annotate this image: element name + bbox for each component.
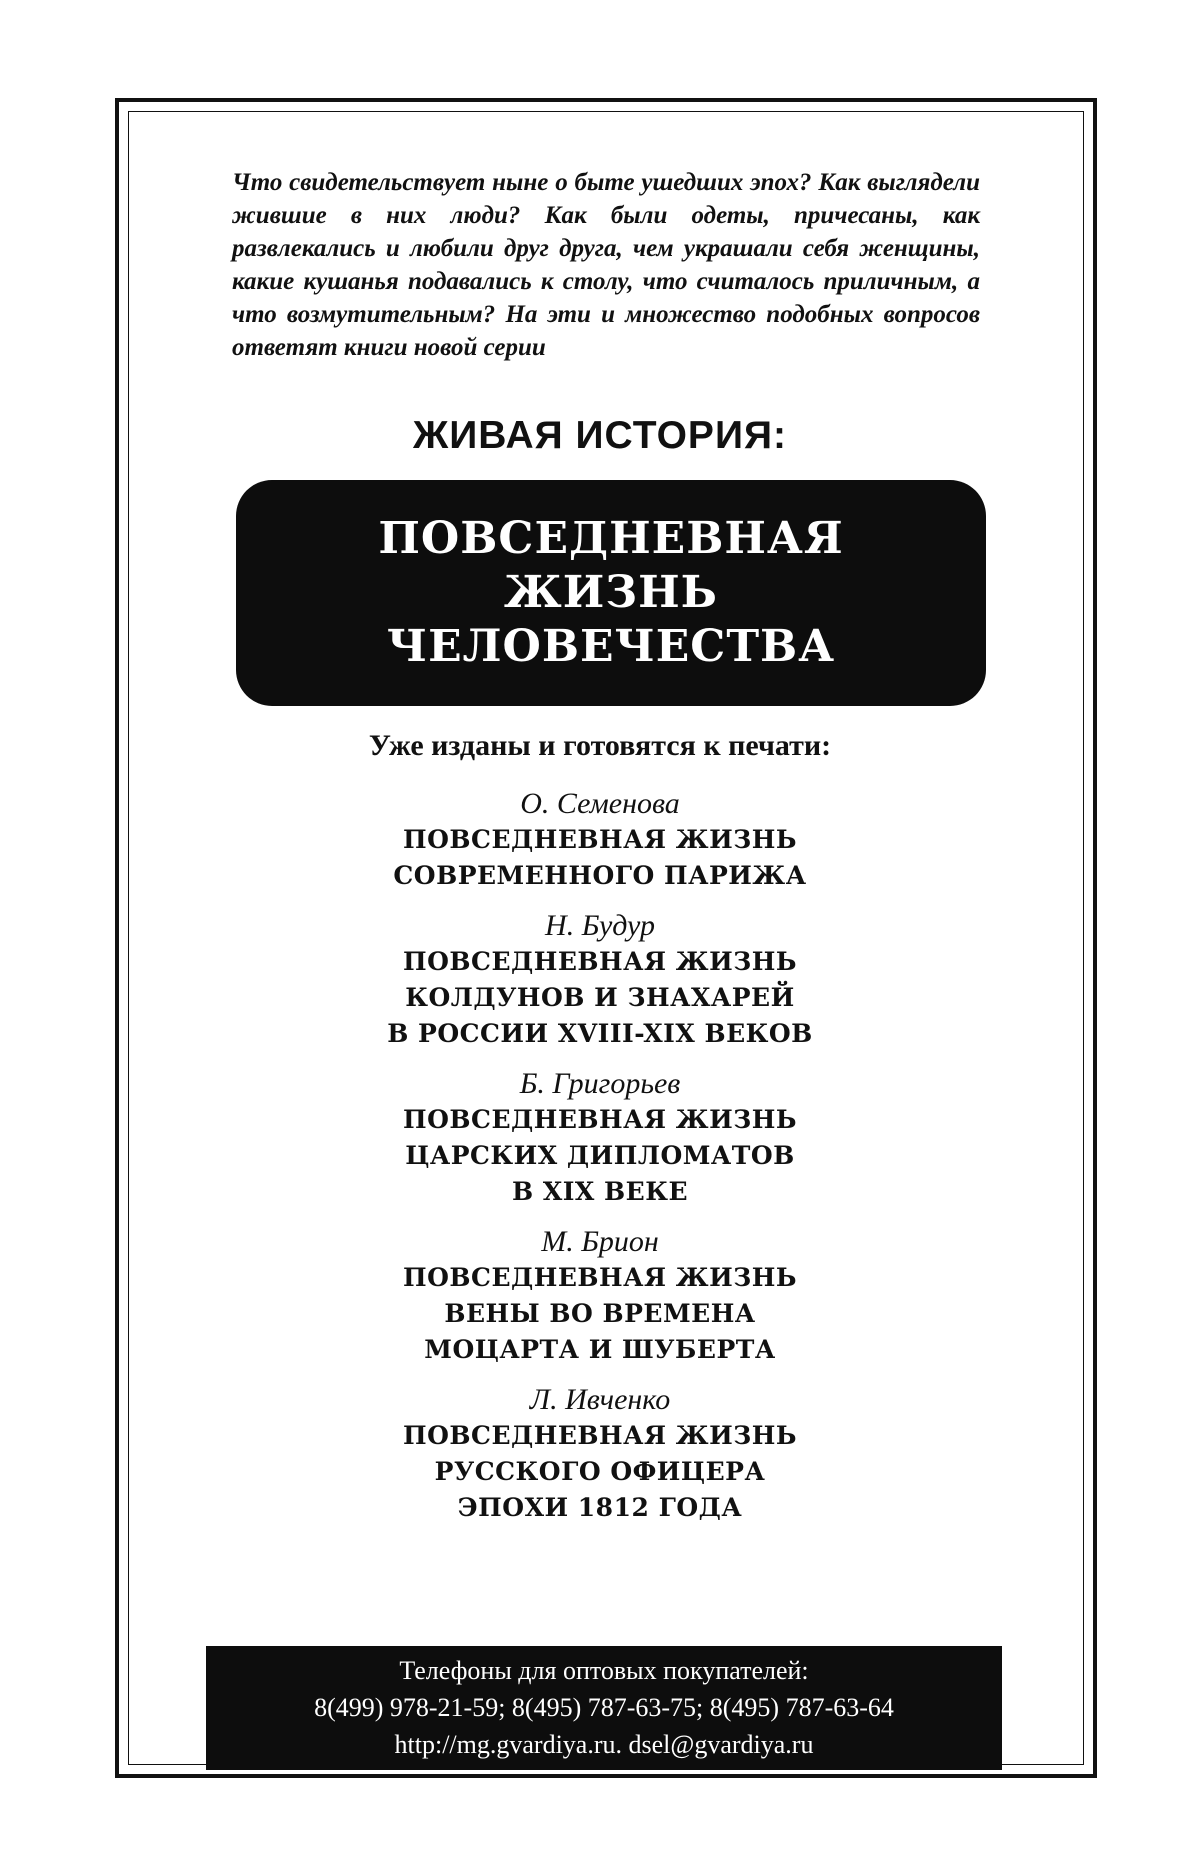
book-title-line: МОЦАРТА И ШУБЕРТА xyxy=(424,1335,776,1364)
book-title-line: ПОВСЕДНЕВНАЯ ЖИЗНЬ xyxy=(403,1421,797,1450)
book-entry xyxy=(0,1066,1200,1210)
book-author: Б. Григорьев xyxy=(519,1067,681,1100)
book-author: Н. Будур xyxy=(545,909,655,942)
intro-paragraph: Что свидетельствует ныне о быте ушедших эпох? Как выглядели жившие в них люди? Как были одеты, причесаны, как развлекались и любили друг друга, чем украшали себя женщины, какие кушанья подавались к столу, что считалось приличным, а что возмутительным? На эти и множество подобных вопросов ответят книги новой серии xyxy=(232,169,980,361)
book-title-line: ПОВСЕДНЕВНАЯ ЖИЗНЬ xyxy=(403,825,797,854)
book-title-line: РУССКОГО ОФИЦЕРА xyxy=(434,1457,766,1486)
book-author: О. Семенова xyxy=(520,787,680,820)
series-title-line: ПОВСЕДНЕВНАЯ xyxy=(378,513,844,564)
book-title-line: ПОВСЕДНЕВНАЯ ЖИЗНЬ xyxy=(403,1105,797,1134)
book-entry xyxy=(0,786,1200,894)
book-title-line: СОВРЕМЕННОГО ПАРИЖА xyxy=(393,861,807,890)
book-title-line: КОЛДУНОВ И ЗНАХАРЕЙ xyxy=(405,983,795,1012)
book-title-line: ЭПОХИ 1812 ГОДА xyxy=(457,1493,743,1522)
series-title-banner xyxy=(236,480,986,706)
book-title-line: ЦАРСКИХ ДИПЛОМАТОВ xyxy=(405,1141,795,1170)
contacts-web: http://mg.gvardiya.ru. dsel@gvardiya.ru xyxy=(394,1730,814,1759)
book-author: М. Брион xyxy=(541,1225,659,1258)
already-published-heading: Уже изданы и готовятся к печати: xyxy=(368,729,832,762)
book-author: Л. Ивченко xyxy=(529,1383,671,1416)
contacts-phones: 8(499) 978-21-59; 8(495) 787-63-75; 8(495) 787-63-64 xyxy=(314,1693,894,1722)
book-title-line: ВЕНЫ ВО ВРЕМЕНА xyxy=(444,1299,756,1328)
book-entry xyxy=(0,1224,1200,1368)
series-heading: ЖИВАЯ ИСТОРИЯ: xyxy=(412,414,787,457)
contacts-banner xyxy=(206,1646,1002,1770)
book-title-line: ПОВСЕДНЕВНАЯ ЖИЗНЬ xyxy=(403,947,797,976)
book-entry xyxy=(0,1382,1200,1526)
book-title-line: ПОВСЕДНЕВНАЯ ЖИЗНЬ xyxy=(403,1263,797,1292)
contacts-label: Телефоны для оптовых покупателей: xyxy=(399,1656,809,1685)
book-title-line: В РОССИИ XVIII-XIX ВЕКОВ xyxy=(387,1019,813,1048)
book-title-line: В XIX ВЕКЕ xyxy=(511,1177,688,1206)
book-list xyxy=(0,786,1200,1540)
series-title-line: ЖИЗНЬ xyxy=(504,567,718,618)
book-entry xyxy=(0,908,1200,1052)
series-title-line: ЧЕЛОВЕЧЕСТВА xyxy=(386,621,836,672)
